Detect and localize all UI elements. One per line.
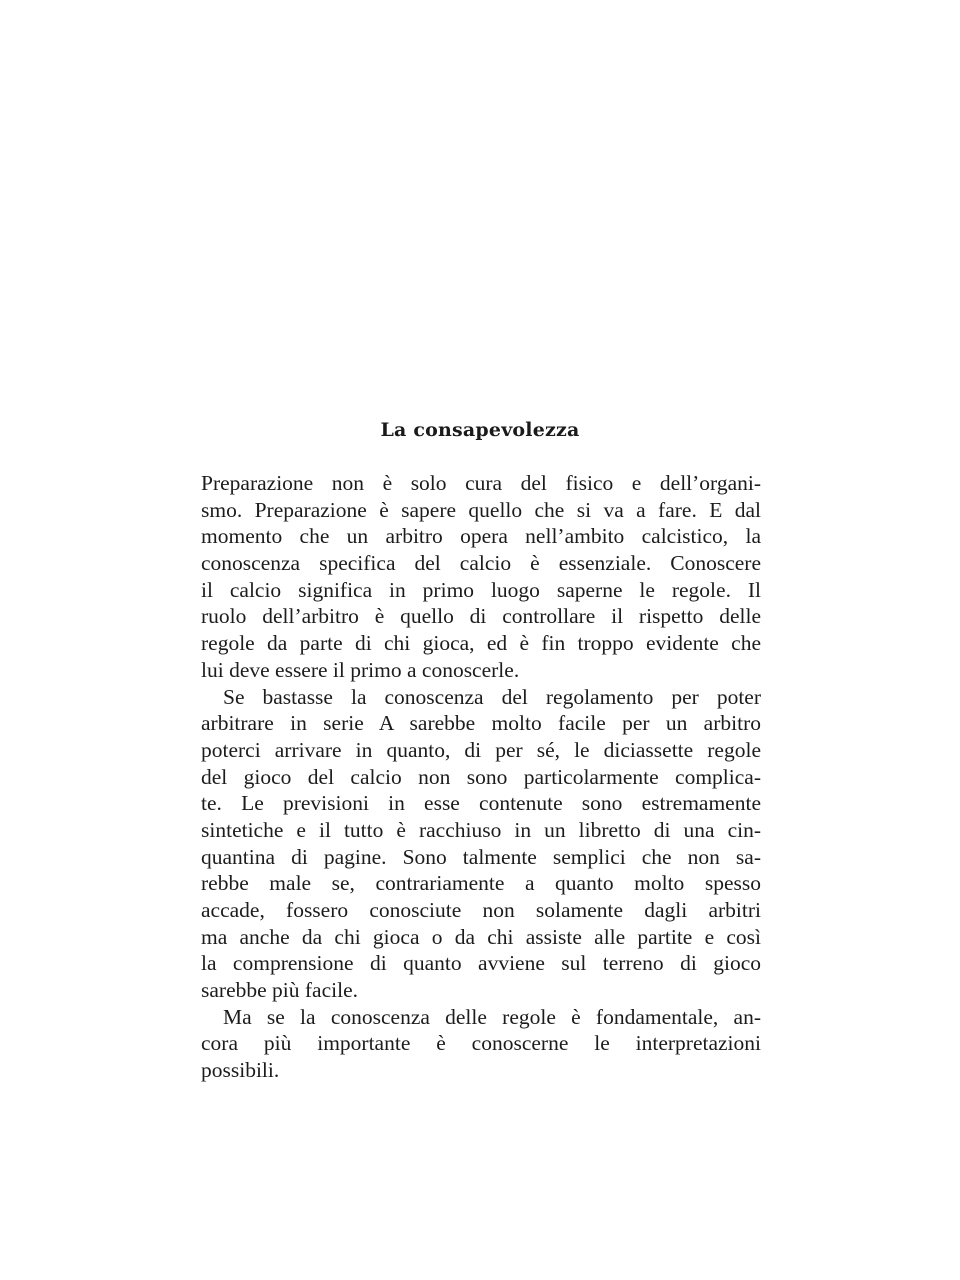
text-line: sarebbe più facile. — [201, 978, 358, 1003]
text-line: la comprensione di quanto avviene sul terreno di gioco — [201, 951, 761, 976]
text-line: poterci arrivare in quanto, di per sé, le diciassette regole — [201, 737, 761, 762]
text-line: lui deve essere il primo a conoscerle. — [201, 657, 520, 682]
text-line: Ma se la conoscenza delle regole è fondamentale, an- — [223, 1004, 761, 1029]
text-line: momento che un arbitro opera nell’ambito calcistico, la — [201, 524, 761, 549]
text-line: possibili. — [201, 1058, 280, 1083]
text-line: accade, fossero conosciute non solamente dagli arbitri — [201, 898, 761, 922]
text-line: regole da parte di chi gioca, ed è fin troppo evidente che — [201, 631, 761, 656]
text-line: arbitrare in serie A sarebbe molto facile per un arbitro — [201, 711, 761, 736]
text-line: quantina di pagine. Sono talmente semplici che non sa- — [201, 844, 761, 869]
text-line: Preparazione non è solo cura del fisico e dell’organi- — [201, 471, 761, 495]
section-title: La consapevolezza — [380, 419, 580, 441]
text-line: ruolo dell’arbitro è quello di controllare il rispetto delle — [201, 604, 761, 629]
text-line: ma anche da chi gioca o da chi assiste alle partite e così — [201, 924, 761, 949]
text-line: rebbe male se, contrariamente a quanto molto spesso — [201, 871, 761, 896]
text-line: smo. Preparazione è sapere quello che si va a fare. E dal — [201, 497, 761, 522]
text-line: del gioco del calcio non sono particolarmente complica- — [201, 764, 761, 789]
body-text — [201, 470, 761, 1084]
text-line: te. Le previsioni in esse contenute sono estremamente — [201, 791, 761, 816]
text-line: conoscenza specifica del calcio è essenziale. Conoscere — [201, 551, 761, 576]
paragraph-1 — [201, 470, 761, 684]
text-line: il calcio significa in primo luogo saperne le regole. Il — [201, 577, 761, 602]
paragraph-3 — [201, 1004, 761, 1084]
text-line: Se bastasse la conoscenza del regolamento per poter — [223, 684, 761, 709]
text-line: cora più importante è conoscerne le interpretazioni — [201, 1031, 761, 1056]
text-line: sintetiche e il tutto è racchiuso in un libretto di una cin- — [201, 817, 761, 842]
paragraph-2 — [201, 684, 761, 1004]
